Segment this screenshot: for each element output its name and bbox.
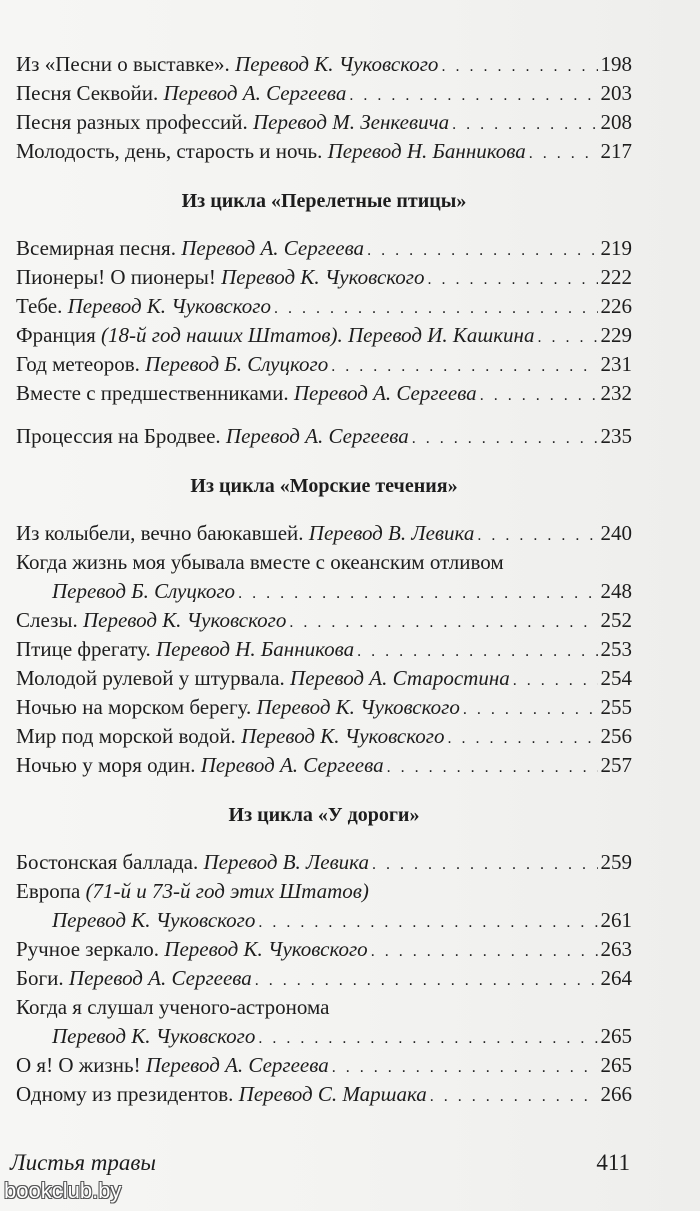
dot-leader [238, 579, 597, 608]
toc-entry [16, 751, 632, 780]
dot-leader [349, 81, 597, 110]
entry-translator: Перевод А. Сергеева [68, 966, 252, 990]
entry-title: Ночью на морском берегу. [16, 695, 252, 719]
toc-entry [16, 422, 632, 451]
entry-page: 266 [600, 1082, 632, 1106]
toc-entry-continuation [16, 577, 632, 606]
toc-entry [16, 848, 632, 877]
entry-title: Из «Песни о выставке». [16, 52, 230, 76]
entry-translator: Перевод К. Чуковского [241, 724, 445, 748]
entry-page: 229 [600, 323, 632, 347]
entry-title: Европа [16, 879, 81, 903]
entry-translator: Перевод А. Сергеева [181, 236, 365, 260]
entry-page: 252 [600, 608, 632, 632]
entry-subtitle: (18-й год наших Штатов). [101, 323, 343, 347]
entry-translator: Перевод И. Кашкина [348, 323, 535, 347]
toc-entry [16, 935, 632, 964]
entry-page: 248 [600, 579, 632, 603]
dot-leader [289, 608, 597, 637]
section-heading: Из цикла «У дороги» [228, 804, 420, 826]
dot-leader [412, 424, 598, 453]
entry-title: Всемирная песня. [16, 236, 176, 260]
toc-entry [16, 137, 632, 166]
entry-translator: Перевод К. Чуковского [67, 294, 271, 318]
entry-translator: Перевод К. Чуковского [52, 908, 256, 932]
dot-leader [441, 52, 597, 81]
entry-title: Птице фрегату. [16, 637, 151, 661]
entry-translator: Перевод К. Чуковского [82, 608, 287, 632]
entry-translator: Перевод А. Сергеева [200, 753, 384, 777]
dot-leader [371, 937, 598, 966]
dot-leader [428, 265, 598, 294]
entry-translator: Перевод К. Чуковского [235, 52, 439, 76]
entry-page: 256 [600, 724, 632, 748]
toc-entry [16, 606, 632, 635]
entry-translator: Перевод К. Чуковского [52, 1024, 256, 1048]
dot-leader [477, 521, 597, 550]
entry-translator: Перевод А. Сергеева [145, 1053, 329, 1077]
toc-entry [16, 548, 632, 577]
entry-title: Когда жизнь моя убывала вместе с океанским отливом [16, 550, 504, 574]
running-title: Листья травы [10, 1150, 156, 1175]
entry-page: 240 [600, 521, 632, 545]
entry-page: 226 [600, 294, 632, 318]
entry-title: Молодой рулевой у штурвала. [16, 666, 285, 690]
section-heading: Из цикла «Перелетные птицы» [181, 190, 467, 212]
section-heading: Из цикла «Морские течения» [190, 475, 458, 497]
entry-title: Слезы. [16, 608, 78, 632]
entry-page: 261 [600, 908, 632, 932]
entry-page: 254 [600, 666, 632, 690]
entry-translator: Перевод В. Левика [203, 850, 369, 874]
toc-entry [16, 108, 632, 137]
toc-entry [16, 50, 632, 79]
toc-entry [16, 693, 632, 722]
entry-title: Процессия на Бродвее. [16, 424, 221, 448]
entry-translator: Перевод К. Чуковского [221, 265, 425, 289]
dot-leader [430, 1082, 598, 1111]
entry-translator: Перевод Н. Банникова [327, 139, 526, 163]
entry-page: 264 [600, 966, 632, 990]
entry-translator: Перевод Н. Банникова [156, 637, 355, 661]
toc-entry [16, 722, 632, 751]
watermark: bookclub.by [4, 1178, 122, 1203]
toc-entry [16, 263, 632, 292]
toc-entry [16, 519, 632, 548]
toc-entry-continuation [16, 906, 632, 935]
entry-translator: Перевод А. Сергеева [163, 81, 347, 105]
table-of-contents [16, 50, 632, 1109]
entry-page: 231 [600, 352, 632, 376]
toc-entry [16, 964, 632, 993]
entry-page: 217 [600, 139, 632, 163]
dot-leader [332, 1053, 598, 1082]
entry-page: 222 [600, 265, 632, 289]
dot-leader [387, 753, 598, 782]
toc-entry [16, 379, 632, 408]
toc-entry [16, 79, 632, 108]
entry-translator: Перевод К. Чуковского [256, 695, 460, 719]
entry-translator: Перевод А. Сергеева [293, 381, 477, 405]
dot-leader [372, 850, 598, 879]
entry-title: Мир под морской водой. [16, 724, 236, 748]
entry-title: Год метеоров. [16, 352, 140, 376]
entry-title: Песня Секвойи. [16, 81, 159, 105]
entry-subtitle: (71-й и 73-й год этих Штатов) [85, 879, 369, 903]
entry-page: 235 [600, 424, 632, 448]
dot-leader [529, 139, 598, 168]
entry-page: 253 [600, 637, 632, 661]
entry-page: 203 [600, 81, 632, 105]
dot-leader [537, 323, 597, 352]
entry-translator: Перевод М. Зенкевича [253, 110, 450, 134]
toc-entry [16, 877, 632, 906]
entry-title: Из колыбели, вечно баюкавшей. [16, 521, 304, 545]
dot-leader [357, 637, 597, 666]
entry-translator: Перевод А. Старостина [290, 666, 510, 690]
toc-entry [16, 292, 632, 321]
entry-title: Молодость, день, старость и ночь. [16, 139, 323, 163]
toc-entry-continuation [16, 1022, 632, 1051]
dot-leader [258, 1024, 597, 1053]
dot-leader [331, 352, 597, 381]
toc-entry [16, 234, 632, 263]
dot-leader [463, 695, 598, 724]
toc-entry [16, 664, 632, 693]
toc-entry [16, 350, 632, 379]
entry-page: 219 [600, 236, 632, 260]
entry-page: 208 [600, 110, 632, 134]
toc-entry [16, 1080, 632, 1109]
entry-translator: Перевод В. Левика [308, 521, 475, 545]
entry-page: 265 [600, 1053, 632, 1077]
entry-title: Песня разных профессий. [16, 110, 248, 134]
entry-translator: Перевод А. Сергеева [225, 424, 409, 448]
entry-page: 265 [600, 1024, 632, 1048]
entry-title: Ночью у моря один. [16, 753, 196, 777]
toc-entry [16, 321, 632, 350]
entry-title: О я! О жизнь! [16, 1053, 141, 1077]
entry-title: Ручное зеркало. [16, 937, 160, 961]
dot-leader [447, 724, 597, 753]
entry-translator: Перевод Б. Слуцкого [52, 579, 236, 603]
dot-leader [480, 381, 598, 410]
entry-translator: Перевод Б. Слуцкого [145, 352, 329, 376]
entry-page: 259 [600, 850, 632, 874]
dot-leader [258, 908, 597, 937]
entry-title: Одному из президентов. [16, 1082, 234, 1106]
entry-page: 255 [600, 695, 632, 719]
entry-page: 198 [600, 52, 632, 76]
dot-leader [255, 966, 598, 995]
entry-title: Тебе. [16, 294, 63, 318]
entry-title: Боги. [16, 966, 64, 990]
entry-title: Пионеры! О пионеры! [16, 265, 216, 289]
entry-page: 263 [600, 937, 632, 961]
entry-title: Бостонская баллада. [16, 850, 199, 874]
entry-translator: Перевод С. Маршака [238, 1082, 427, 1106]
entry-translator: Перевод К. Чуковского [164, 937, 368, 961]
entry-page: 257 [600, 753, 632, 777]
entry-title: Вместе с предшественниками. [16, 381, 289, 405]
toc-entry [16, 1051, 632, 1080]
entry-title: Франция [16, 323, 96, 347]
entry-page: 232 [600, 381, 632, 405]
dot-leader [274, 294, 598, 323]
toc-entry [16, 993, 632, 1022]
page-number: 411 [596, 1150, 630, 1175]
dot-leader [452, 110, 597, 139]
entry-title: Когда я слушал ученого-астронома [16, 995, 330, 1019]
dot-leader [513, 666, 598, 695]
toc-entry [16, 635, 632, 664]
dot-leader [367, 236, 597, 265]
